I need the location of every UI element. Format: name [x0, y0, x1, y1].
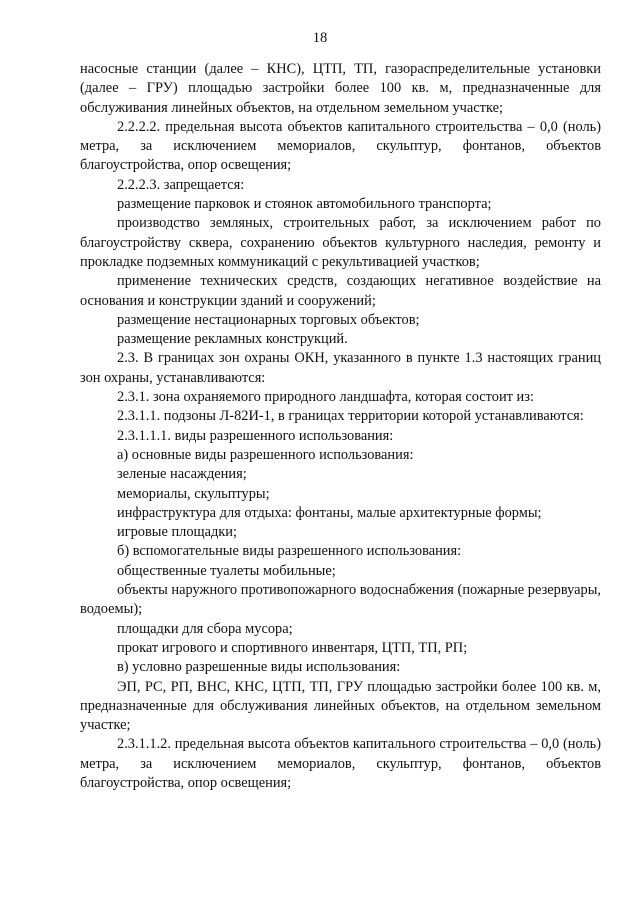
paragraph: 2.3.1.1.1. виды разрешенного использования: — [117, 427, 394, 444]
paragraph: производство земляных, строительных работ, за исключением работ по благоустройству сквера, сохранению объектов культурного наследия, ремонту и прокладке подземных коммуникаций с рекультивацией участков; — [80, 215, 601, 270]
paragraph: объекты наружного противопожарного водоснабжения (пожарные резервуары, водоемы); — [80, 582, 601, 618]
paragraph: 2.3.1.1. подзоны Л-82И-1, в границах территории которой устанавливаются: — [117, 408, 584, 425]
paragraph: б) вспомогательные виды разрешенного использования: — [117, 543, 462, 560]
paragraph: 2.2.2.2. предельная высота объектов капитального строительства – 0,0 (ноль) метра, за исключением мемориалов, скульптур, фонтанов, объектов благоустройства, опор освещения; — [80, 118, 601, 174]
paragraph: прокат игрового и спортивного инвентаря, ЦТП, ТП, РП; — [117, 639, 468, 656]
paragraph: площадки для сбора мусора; — [117, 620, 293, 637]
paragraph: 2.3.1.1.2. предельная высота объектов капитального строительства – 0,0 (ноль) метра, за исключением мемориалов, скульптур, фонтанов, объектов благоустройства, опор освещения; — [80, 736, 601, 791]
paragraph: насосные станции (далее – КНС), ЦТП, ТП, газораспределительные установки (далее – ГРУ) площадью застройки более 100 кв. м, предназначенные для обслуживания линейных объектов, на отдельном земельном участке; — [80, 61, 601, 116]
paragraph: мемориалы, скульптуры; — [117, 485, 270, 502]
paragraph: игровые площадки; — [117, 524, 238, 541]
page-number: 18 — [312, 30, 328, 46]
paragraph: 2.3.1. зона охраняемого природного ландшафта, которая состоит из: — [117, 389, 534, 406]
paragraph: 2.3. В границах зон охраны ОКН, указанного в пункте 1.3 настоящих границ зон охраны, устанавливаются: — [80, 350, 601, 386]
paragraph: применение технических средств, создающих негативное воздействие на основания и конструкции зданий и сооружений; — [80, 273, 601, 309]
paragraph: общественные туалеты мобильные; — [117, 562, 336, 579]
paragraph: размещение нестационарных торговых объектов; — [117, 311, 420, 328]
paragraph: 2.2.2.3. запрещается: — [117, 176, 245, 193]
paragraph: размещение парковок и стоянок автомобильного транспорта; — [117, 196, 492, 213]
paragraph: инфраструктура для отдыха: фонтаны, малые архитектурные формы; — [117, 504, 542, 521]
paragraph: ЭП, РС, РП, ВНС, КНС, ЦТП, ТП, ГРУ площадью застройки более 100 кв. м, предназначенные для обслуживания линейных объектов, на отдельном земельном участке; — [80, 678, 601, 734]
paragraph: а) основные виды разрешенного использования: — [117, 446, 414, 463]
paragraph: в) условно разрешенные виды использования: — [117, 659, 401, 676]
paragraph: размещение рекламных конструкций. — [117, 331, 348, 348]
paragraph: зеленые насаждения; — [117, 466, 247, 483]
page-body — [80, 60, 601, 793]
